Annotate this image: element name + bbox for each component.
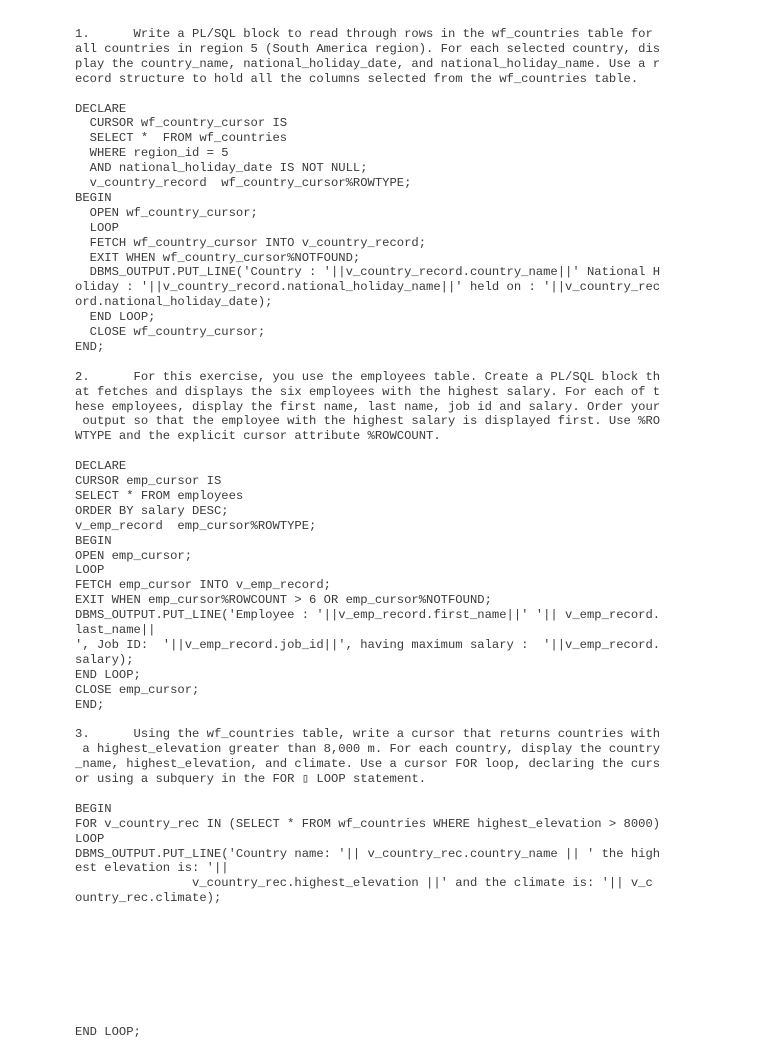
text-line: DECLARE bbox=[75, 459, 127, 474]
text-line: v_country_rec.highest_elevation ||' and the climate is: '|| v_c bbox=[75, 876, 653, 891]
text-line: END; bbox=[75, 697, 105, 712]
text-line: LOOP bbox=[75, 220, 119, 235]
text-line: 2. For this exercise, you use the employees table. Create a PL/SQL block th bbox=[75, 369, 661, 384]
text-line: OPEN emp_cursor; bbox=[75, 548, 193, 563]
text-line: CLOSE wf_country_cursor; bbox=[75, 325, 266, 339]
text-line: 3. Using the wf_countries table, write a cursor that returns countries with bbox=[75, 727, 661, 742]
text-line: BEGIN bbox=[75, 190, 112, 205]
text-line: DBMS_OUTPUT.PUT_LINE('Employee : '||v_emp_record.first_name||' '|| v_emp_record. bbox=[75, 608, 661, 623]
text-line: SELECT * FROM employees bbox=[75, 488, 244, 503]
text-line: WHERE region_id = 5 bbox=[75, 146, 229, 161]
text-line: BEGIN bbox=[75, 533, 112, 548]
text-line: DBMS_OUTPUT.PUT_LINE('Country name: '|| v_country_rec.country_name || ' the high bbox=[75, 846, 661, 861]
text-line: SELECT * FROM wf_countries bbox=[75, 131, 288, 146]
text-line: all countries in region 5 (South America region). For each selected country, dis bbox=[75, 41, 661, 56]
text-line: BEGIN bbox=[75, 801, 112, 816]
text-line: EXIT WHEN wf_country_cursor%NOTFOUND; bbox=[75, 250, 361, 265]
text-line: FETCH wf_country_cursor INTO v_country_record; bbox=[75, 235, 427, 250]
text-line: END; bbox=[75, 339, 105, 354]
text-line: est elevation is: '|| bbox=[75, 861, 229, 876]
text-line: LOOP bbox=[75, 563, 105, 578]
text-line: END LOOP; bbox=[75, 310, 156, 325]
text-line: AND national_holiday_date IS NOT NULL; bbox=[75, 161, 368, 176]
text-line: play the country_name, national_holiday_date, and national_holiday_name. Use a r bbox=[75, 56, 661, 71]
text-line: a highest_elevation greater than 8,000 m. For each country, display the country bbox=[75, 742, 661, 757]
text-line: oliday : '||v_country_record.national_holiday_name||' held on : '||v_country_rec bbox=[75, 280, 661, 295]
text-line: CURSOR emp_cursor IS bbox=[75, 474, 222, 488]
text-line: ecord structure to hold all the columns selected from the wf_countries table. bbox=[75, 71, 639, 86]
text-line: DECLARE bbox=[75, 101, 127, 116]
text-line: output so that the employee with the highest salary is displayed first. Use %RO bbox=[75, 414, 661, 429]
text-line: CLOSE emp_cursor; bbox=[75, 682, 200, 697]
text-line: at fetches and displays the six employees with the highest salary. For each of t bbox=[75, 384, 661, 399]
text-line: ountry_rec.climate); bbox=[75, 891, 222, 906]
text-line: OPEN wf_country_cursor; bbox=[75, 205, 258, 220]
text-line: salary); bbox=[75, 652, 134, 667]
text-line: END LOOP; bbox=[75, 1025, 141, 1040]
text-line: ord.national_holiday_date); bbox=[75, 295, 273, 310]
text-line: v_country_record wf_country_cursor%ROWTYPE; bbox=[75, 176, 412, 190]
text-line: hese employees, display the first name, last name, job id and salary. Order your bbox=[75, 399, 661, 414]
text-line: last_name|| bbox=[75, 623, 156, 637]
text-line: EXIT WHEN emp_cursor%ROWCOUNT > 6 OR emp_cursor%NOTFOUND; bbox=[75, 593, 492, 608]
text-line: END LOOP; bbox=[75, 667, 141, 682]
text-line: LOOP bbox=[75, 831, 105, 846]
text-line: v_emp_record emp_cursor%ROWTYPE; bbox=[75, 518, 317, 533]
text-line: _name, highest_elevation, and climate. Use a cursor FOR loop, declaring the curs bbox=[75, 757, 661, 772]
text-line: ', Job ID: '||v_emp_record.job_id||', having maximum salary : '||v_emp_record. bbox=[75, 637, 661, 652]
text-line: WTYPE and the explicit cursor attribute %ROWCOUNT. bbox=[75, 429, 441, 444]
text-line: CURSOR wf_country_cursor IS bbox=[75, 116, 288, 131]
text-line: ORDER BY salary DESC; bbox=[75, 503, 229, 518]
text-line: 1. Write a PL/SQL block to read through rows in the wf_countries table for bbox=[75, 27, 653, 41]
text-line: or using a subquery in the FOR ▯ LOOP statement. bbox=[75, 772, 427, 786]
text-line: DBMS_OUTPUT.PUT_LINE('Country : '||v_country_record.country_name||' National H bbox=[75, 265, 661, 280]
text-line: FOR v_country_rec IN (SELECT * FROM wf_countries WHERE highest_elevation > 8000) bbox=[75, 816, 661, 831]
text-line: FETCH emp_cursor INTO v_emp_record; bbox=[75, 578, 331, 593]
